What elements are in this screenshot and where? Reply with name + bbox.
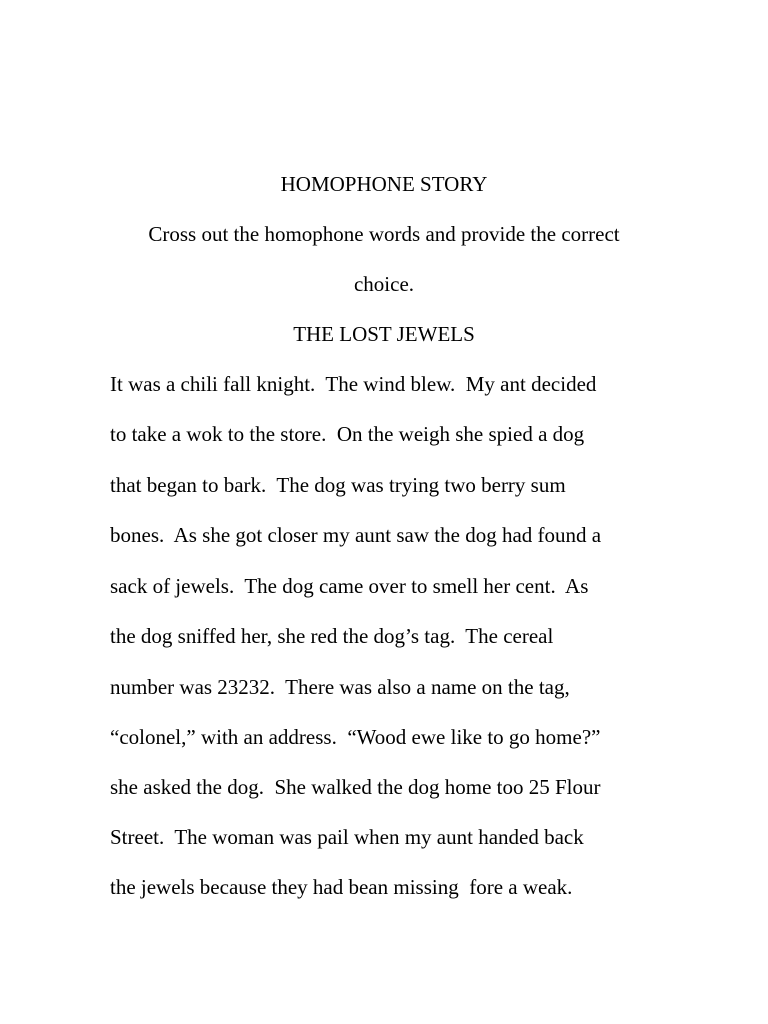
story-title: THE LOST JEWELS (293, 322, 475, 346)
document-title: HOMOPHONE STORY (280, 172, 488, 196)
story-line: bones. As she got closer my aunt saw the dog had found a (110, 523, 602, 547)
story-line: to take a wok to the store. On the weigh she spied a dog (110, 422, 585, 446)
story-line: It was a chili fall knight. The wind blew. My ant decided (110, 372, 597, 396)
instructions-line-1: Cross out the homophone words and provide the correct (148, 222, 620, 246)
story-line: that began to bark. The dog was trying two berry sum (110, 473, 566, 497)
story-line: the dog sniffed her, she red the dog’s tag. The cereal (110, 624, 554, 648)
story-line: the jewels because they had bean missing fore a weak. (110, 875, 573, 899)
instructions-line-2: choice. (353, 272, 415, 296)
story-line: Street. The woman was pail when my aunt handed back (110, 825, 584, 849)
story-line: number was 23232. There was also a name on the tag, (110, 675, 570, 699)
story-line: she asked the dog. She walked the dog home too 25 Flour (110, 775, 601, 799)
story-line: sack of jewels. The dog came over to smell her cent. As (110, 574, 589, 598)
story-line: “colonel,” with an address. “Wood ewe like to go home?” (110, 725, 601, 749)
